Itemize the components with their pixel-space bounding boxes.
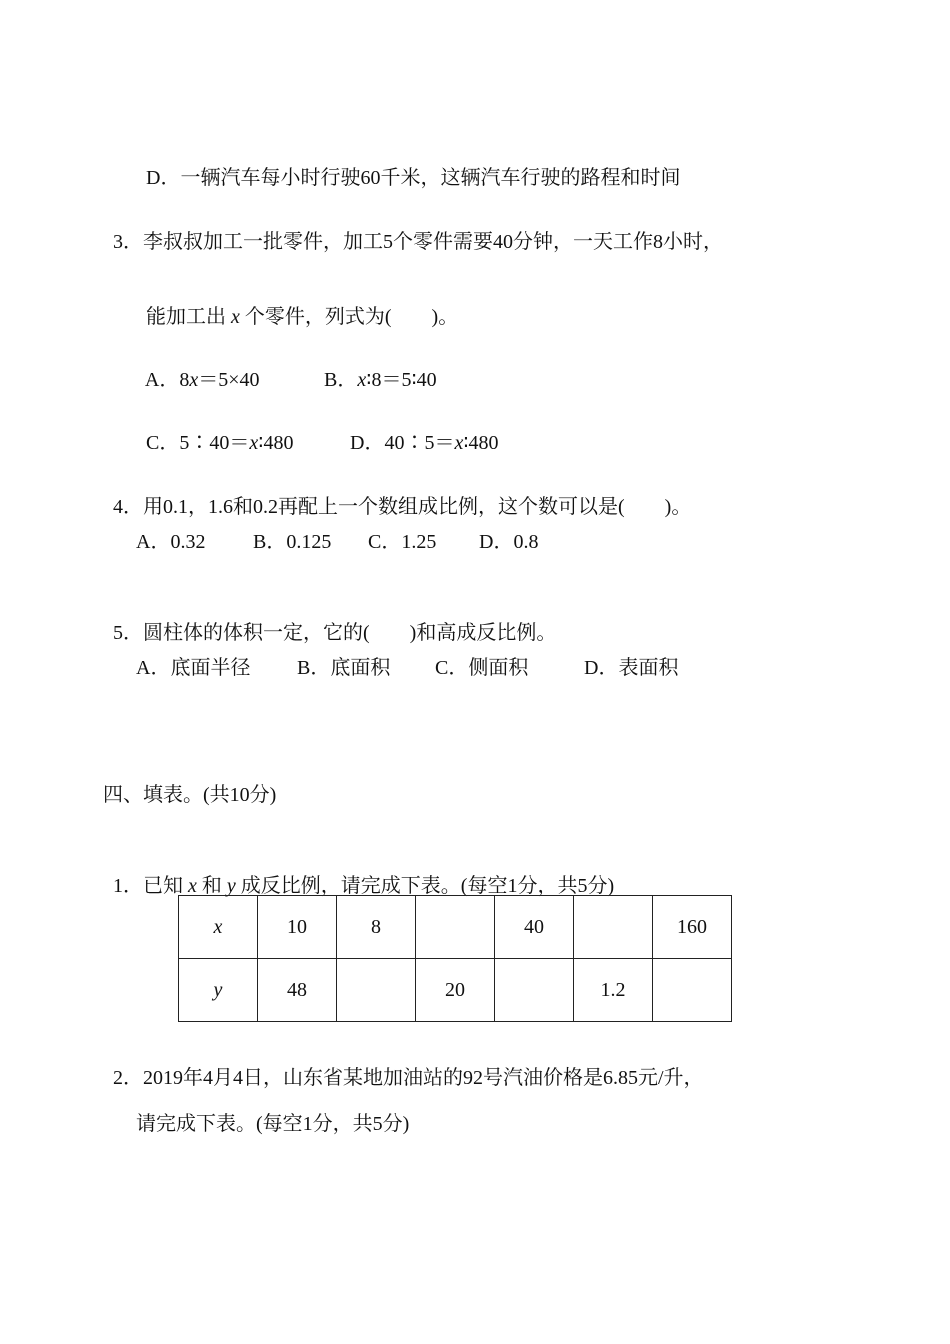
option-text: 5∶40＝	[179, 432, 250, 454]
option-label: C．	[368, 531, 402, 553]
option-text: 0.125	[286, 531, 332, 553]
question-text: 已知	[143, 875, 183, 897]
table-cell	[653, 959, 732, 1022]
variable-y: y	[226, 875, 236, 897]
question-text: 成反比例，请完成下表。(每空1分，共5分)	[240, 875, 615, 897]
q4-option-d	[479, 528, 538, 556]
question-text: 能加工出	[146, 306, 226, 328]
q5-option-b	[297, 654, 390, 682]
option-text: 0.32	[170, 531, 206, 553]
proportion-table	[178, 895, 732, 1022]
section4-question-2-line2: 请完成下表。(每空1分，共5分)	[136, 1113, 410, 1135]
q5-option-a	[136, 654, 250, 682]
variable-x: x	[188, 875, 197, 897]
variable-x: x	[357, 369, 367, 391]
option-label: A．	[136, 657, 171, 679]
table-row	[179, 959, 732, 1022]
option-label: D．	[479, 531, 514, 553]
question-number: 2．	[113, 1067, 143, 1089]
q4-option-a	[136, 528, 205, 556]
q3-option-b	[314, 338, 437, 394]
question-number: 1．	[113, 875, 143, 897]
table-cell: 1.2	[574, 959, 653, 1022]
option-label: D．	[350, 432, 385, 454]
option-text: 0.8	[513, 531, 539, 553]
table-cell: 8	[337, 896, 416, 959]
q3-option-d	[340, 401, 499, 457]
q5-option-c	[435, 654, 528, 682]
option-label: C．	[435, 657, 469, 679]
question-3	[103, 200, 723, 256]
option-label: A．	[144, 369, 180, 391]
table-cell	[337, 959, 416, 1022]
question-3-line2	[136, 275, 458, 331]
option-label: B．	[253, 531, 287, 553]
table-cell: 20	[416, 959, 495, 1022]
q4-option-b	[253, 528, 331, 556]
option-text: 一辆汽车每小时行驶60千米，这辆汽车行驶的路程和时间	[180, 167, 681, 189]
option-text: ∶480	[258, 432, 294, 454]
section-title: 四、填表。(共10分)	[103, 784, 277, 806]
question-text: 和	[201, 875, 222, 897]
q3-option-a	[136, 338, 260, 394]
table-cell: 40	[495, 896, 574, 959]
question-5	[103, 591, 556, 647]
table-cell: x	[179, 896, 258, 959]
option-text: 底面半径	[170, 657, 251, 679]
variable-x: x	[231, 306, 240, 328]
question-number: 4．	[113, 496, 143, 518]
q5-option-d	[584, 654, 678, 682]
question-4	[103, 465, 691, 521]
option-text: 8	[179, 369, 190, 391]
variable-x: x	[249, 432, 259, 454]
variable-x: x	[189, 369, 199, 391]
question-text: 李叔叔加工一批零件，加工5个零件需要40分钟，一天工作8小时，	[143, 231, 723, 253]
option-label: A．	[136, 531, 171, 553]
table-cell	[495, 959, 574, 1022]
option-label: D．	[146, 167, 181, 189]
q3-option-c	[136, 401, 293, 457]
option-text: ＝5×40	[198, 369, 260, 391]
table-cell: y	[179, 959, 258, 1022]
variable-x: x	[454, 432, 464, 454]
q4-option-c	[368, 528, 436, 556]
option-label: B．	[297, 657, 331, 679]
section4-question-1	[103, 844, 614, 900]
question-text: 用0.1，1.6和0.2再配上一个数组成比例，这个数可以是( )。	[143, 496, 692, 518]
option-label: D．	[584, 657, 619, 679]
option-text: 侧面积	[468, 657, 529, 679]
option-label: C．	[146, 432, 180, 454]
option-text: 底面积	[330, 657, 391, 679]
option-text: 40∶5＝	[384, 432, 455, 454]
question-number: 3．	[113, 231, 143, 253]
question-text: 2019年4月4日，山东省某地加油站的92号汽油价格是6.85元/升，	[143, 1067, 704, 1089]
question-text: 圆柱体的体积一定，它的( )和高成反比例。	[143, 622, 557, 644]
question-text: 个零件，列式为( )。	[244, 306, 459, 328]
table-cell	[416, 896, 495, 959]
table-cell: 10	[258, 896, 337, 959]
q2-option-d	[136, 136, 680, 192]
table-cell: 48	[258, 959, 337, 1022]
option-text: 表面积	[618, 657, 679, 679]
table-cell	[574, 896, 653, 959]
table-row	[179, 896, 732, 959]
option-text: ∶8＝5∶40	[366, 369, 437, 391]
question-number: 5．	[113, 622, 143, 644]
option-text: ∶480	[463, 432, 499, 454]
option-label: B．	[324, 369, 358, 391]
section4-question-2	[103, 1036, 704, 1092]
table-cell: 160	[653, 896, 732, 959]
option-text: 1.25	[401, 531, 437, 553]
